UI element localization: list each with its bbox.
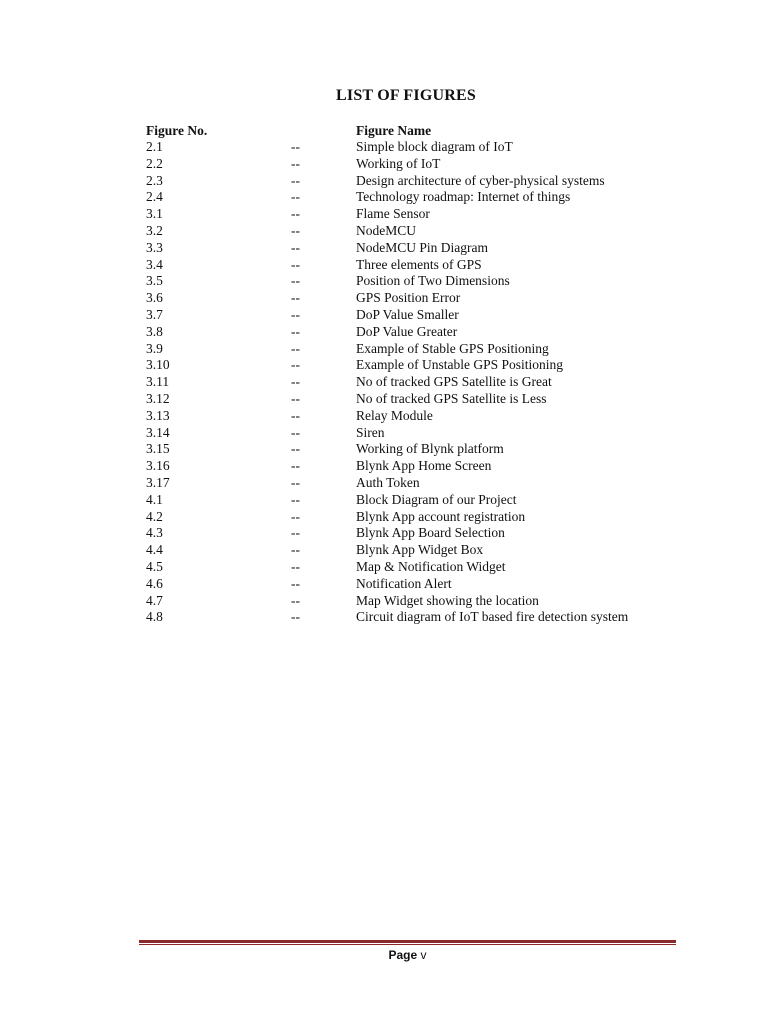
- figure-row: [146, 357, 706, 374]
- figure-row: [146, 458, 706, 475]
- figure-name: Map & Notification Widget: [356, 558, 506, 574]
- figure-number: 2.1: [146, 139, 163, 154]
- figure-name: Blynk App Home Screen: [356, 458, 492, 474]
- figure-number: 4.6: [146, 575, 163, 591]
- figure-number: 3.13: [146, 407, 170, 423]
- figure-name: DoP Value Greater: [356, 323, 458, 339]
- figure-separator: --: [291, 374, 300, 390]
- figure-separator: --: [291, 424, 300, 440]
- figure-number: 2.3: [146, 172, 163, 188]
- figure-number: 3.17: [146, 474, 170, 490]
- figure-separator: --: [291, 323, 300, 339]
- figure-name: Design architecture of cyber-physical systems: [356, 172, 605, 188]
- figure-number: 2.2: [146, 155, 163, 171]
- figure-name: NodeMCU: [356, 222, 416, 238]
- figure-row: [146, 425, 706, 442]
- figure-number: 3.1: [146, 206, 163, 222]
- page-label: Page: [388, 948, 418, 962]
- figure-number: 3.12: [146, 390, 170, 406]
- figure-name: NodeMCU Pin Diagram: [356, 239, 488, 255]
- figure-row: [146, 593, 706, 610]
- figure-separator: --: [291, 189, 300, 205]
- figure-number: 4.1: [146, 491, 163, 507]
- figure-row: [146, 475, 706, 492]
- figure-list: [146, 122, 706, 626]
- figure-separator: --: [291, 273, 300, 289]
- figure-separator: --: [291, 256, 300, 272]
- figure-separator: --: [291, 558, 300, 574]
- figure-name: Simple block diagram of IoT: [356, 139, 513, 154]
- figure-separator: --: [291, 239, 300, 255]
- figure-number: 3.8: [146, 323, 163, 339]
- figure-name: Flame Sensor: [356, 206, 430, 222]
- figure-row: [146, 206, 706, 223]
- figure-separator: --: [291, 290, 300, 306]
- footer-rule-thick: [139, 940, 676, 943]
- figure-name: Auth Token: [356, 474, 420, 490]
- figure-separator: --: [291, 407, 300, 423]
- footer-rule: [139, 940, 676, 946]
- figure-number: 4.5: [146, 558, 163, 574]
- figure-separator: --: [291, 592, 300, 608]
- figure-row: [146, 492, 706, 509]
- figure-row: [146, 307, 706, 324]
- figure-name: Technology roadmap: Internet of things: [356, 189, 571, 205]
- figure-name: Relay Module: [356, 407, 433, 423]
- figure-row: [146, 559, 706, 576]
- figure-number: 2.4: [146, 189, 163, 205]
- figure-name: Circuit diagram of IoT based fire detection system: [356, 609, 629, 625]
- figure-number: 3.9: [146, 340, 163, 356]
- figure-separator: --: [291, 222, 300, 238]
- figure-name: Working of IoT: [356, 155, 441, 171]
- figure-name: Blynk App Board Selection: [356, 525, 505, 541]
- figure-row: [146, 324, 706, 341]
- figure-separator: --: [291, 172, 300, 188]
- figure-row: [146, 189, 706, 206]
- figure-separator: --: [291, 390, 300, 406]
- figure-name: Example of Stable GPS Positioning: [356, 340, 549, 356]
- figure-name: No of tracked GPS Satellite is Less: [356, 390, 547, 406]
- figure-name: Position of Two Dimensions: [356, 273, 510, 289]
- figure-separator: --: [291, 525, 300, 541]
- figure-row: [146, 257, 706, 274]
- figure-name: Three elements of GPS: [356, 256, 482, 272]
- figure-rows: [146, 139, 706, 626]
- figure-number: 3.7: [146, 306, 163, 322]
- figure-name: Map Widget showing the location: [356, 592, 539, 608]
- figure-number: 4.7: [146, 592, 163, 608]
- figure-row: [146, 374, 706, 391]
- figure-separator: --: [291, 508, 300, 524]
- figure-name: Blynk App account registration: [356, 508, 526, 524]
- figure-name: DoP Value Smaller: [356, 306, 459, 322]
- figure-number: 3.5: [146, 273, 163, 289]
- figure-number: 4.2: [146, 508, 163, 524]
- figure-row: [146, 525, 706, 542]
- figure-number: 3.6: [146, 290, 163, 306]
- figure-row: [146, 576, 706, 593]
- page-number: [0, 948, 768, 962]
- figure-separator: --: [291, 340, 300, 356]
- figure-name: Notification Alert: [356, 575, 452, 591]
- figure-row: [146, 173, 706, 190]
- figure-row: [146, 408, 706, 425]
- figure-name: Working of Blynk platform: [356, 441, 504, 457]
- figure-separator: --: [291, 357, 300, 373]
- figure-row: [146, 509, 706, 526]
- figure-name: Block Diagram of our Project: [356, 491, 517, 507]
- page-title: LIST OF FIGURES: [336, 87, 476, 104]
- figure-row: [146, 391, 706, 408]
- figure-no-header: Figure No.: [146, 123, 208, 138]
- figure-row: [146, 441, 706, 458]
- figure-row: [146, 156, 706, 173]
- figure-row: [146, 542, 706, 559]
- figure-separator: --: [291, 206, 300, 222]
- figure-number: 3.3: [146, 239, 163, 255]
- figure-separator: --: [291, 609, 300, 625]
- figure-row: [146, 609, 706, 626]
- figure-name: Blynk App Widget Box: [356, 542, 484, 558]
- figure-number: 3.16: [146, 458, 170, 474]
- figure-number: 4.8: [146, 609, 163, 625]
- figure-number: 3.15: [146, 441, 170, 457]
- figure-separator: --: [291, 155, 300, 171]
- figure-number: 3.14: [146, 424, 170, 440]
- figure-number: 3.4: [146, 256, 163, 272]
- figure-separator: --: [291, 458, 300, 474]
- figure-list-header: [146, 122, 706, 139]
- figure-number: 3.10: [146, 357, 170, 373]
- figure-number: 4.3: [146, 525, 163, 541]
- figure-number: 4.4: [146, 542, 163, 558]
- figure-separator: --: [291, 542, 300, 558]
- figure-row: [146, 290, 706, 307]
- figure-separator: --: [291, 474, 300, 490]
- figure-name: GPS Position Error: [356, 290, 461, 306]
- figure-row: [146, 240, 706, 257]
- figure-number: 3.11: [146, 374, 170, 390]
- figure-name-header: Figure Name: [356, 123, 432, 138]
- figure-name: Example of Unstable GPS Positioning: [356, 357, 563, 373]
- footer-rule-thin: [139, 944, 676, 945]
- figure-separator: --: [291, 491, 300, 507]
- figure-separator: --: [291, 575, 300, 591]
- figure-number: 3.2: [146, 222, 163, 238]
- figure-row: [146, 341, 706, 358]
- figure-separator: --: [291, 441, 300, 457]
- page-number-value: v: [420, 948, 427, 962]
- figure-separator: --: [291, 139, 300, 154]
- header-spacer: [291, 122, 356, 139]
- figure-row: [146, 139, 706, 156]
- figure-name: No of tracked GPS Satellite is Great: [356, 374, 552, 390]
- figure-row: [146, 273, 706, 290]
- figure-name: Siren: [356, 424, 385, 440]
- figure-row: [146, 223, 706, 240]
- figure-separator: --: [291, 306, 300, 322]
